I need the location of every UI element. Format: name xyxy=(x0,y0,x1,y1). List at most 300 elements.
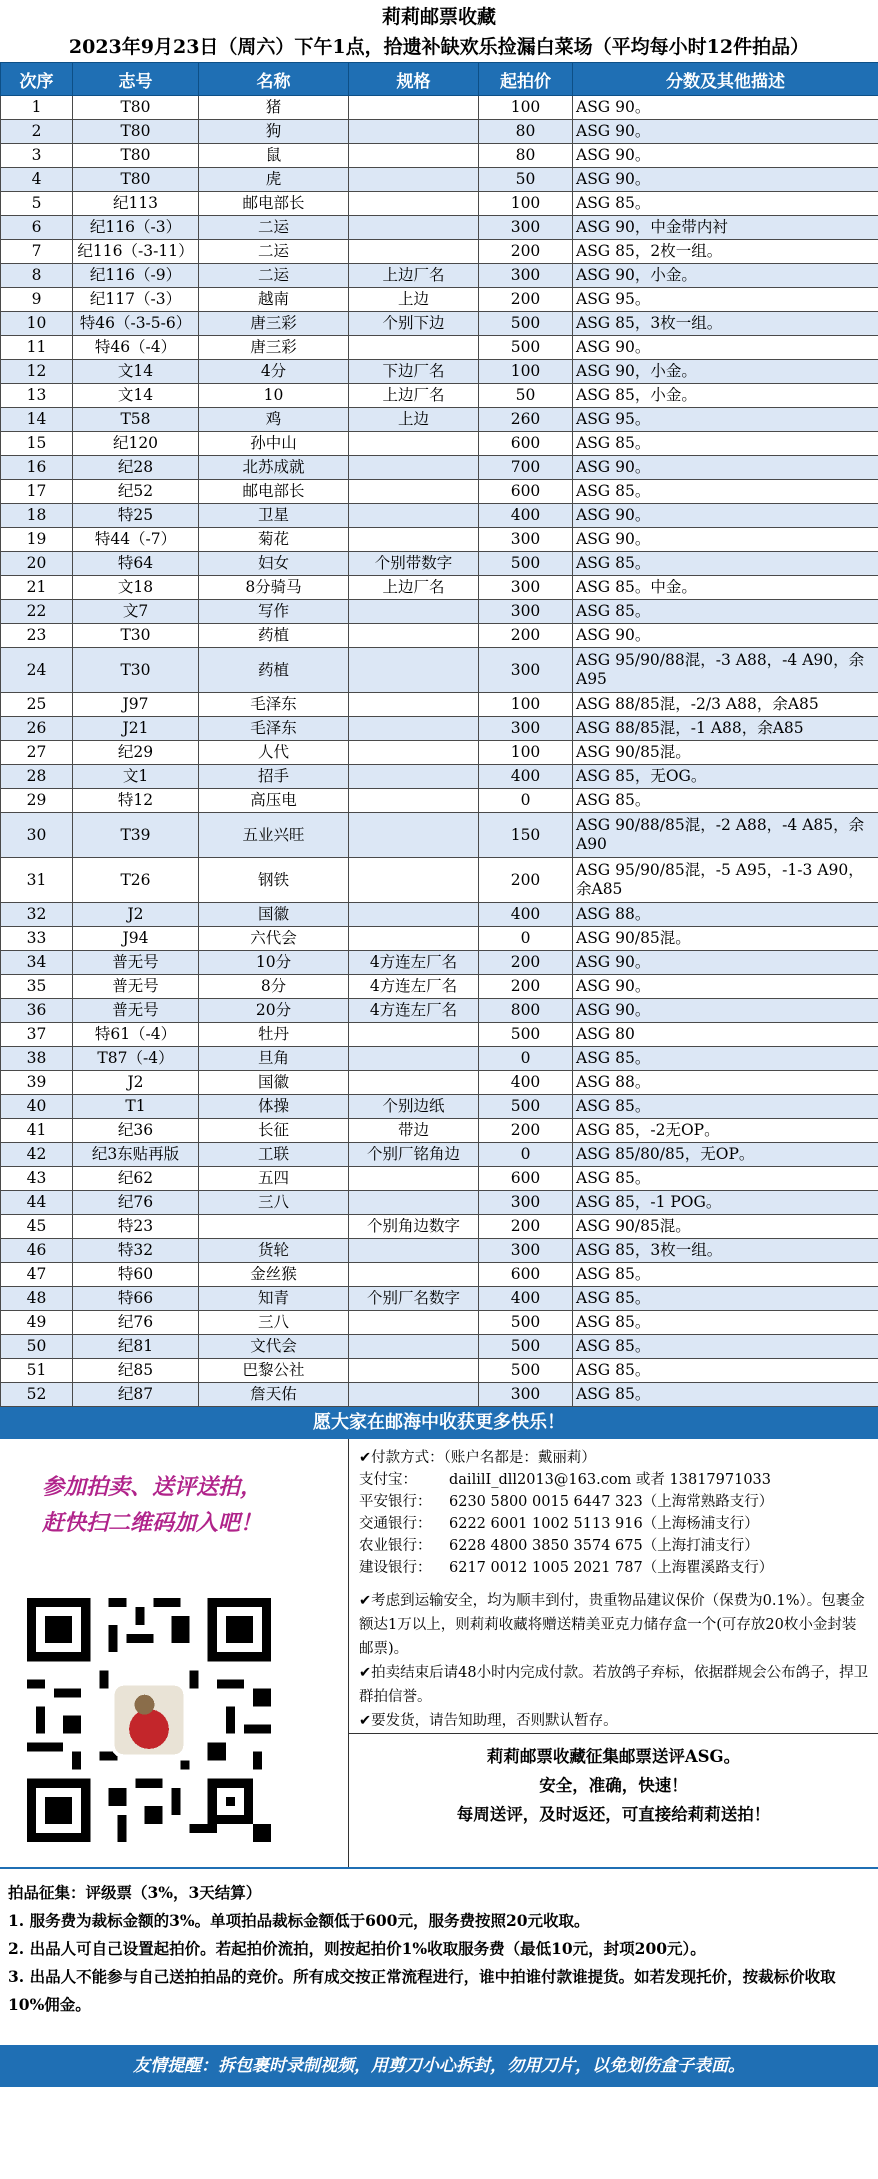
spec-cell: 下边厂名 xyxy=(349,360,479,384)
lot-index-cell: 33 xyxy=(1,927,73,951)
lot-index-cell: 13 xyxy=(1,384,73,408)
stamp-name-cell: 虎 xyxy=(199,168,349,192)
table-row xyxy=(1,765,878,789)
table-row xyxy=(1,1359,878,1383)
consignment-line-3: 每周送评，及时返还，可直接给莉莉送拍！ xyxy=(456,1805,771,1824)
lot-index-cell: 44 xyxy=(1,1191,73,1215)
start-price-cell: 500 xyxy=(479,1359,573,1383)
spec-cell xyxy=(349,1167,479,1191)
grade-desc-cell: ASG 85。 xyxy=(573,1167,878,1191)
spec-cell xyxy=(349,336,479,360)
grade-desc-cell: ASG 85。 xyxy=(573,552,878,576)
stamp-id-cell: 特60 xyxy=(73,1263,199,1287)
start-price-cell: 300 xyxy=(479,1383,573,1407)
spec-cell xyxy=(349,903,479,927)
grade-desc-cell: ASG 85，小金。 xyxy=(573,384,878,408)
table-row xyxy=(1,693,878,717)
stamp-id-cell: 纪116（-3） xyxy=(73,216,199,240)
stamp-id-cell: 文1 xyxy=(73,765,199,789)
stamp-name-cell: 六代会 xyxy=(199,927,349,951)
rule-item: 2. 出品人可自己设置起拍价。若起拍价流拍，则按起拍价1%收取服务费（最低10元，封项200元）。 xyxy=(8,1939,706,1958)
stamp-name-cell: 越南 xyxy=(199,288,349,312)
spec-cell xyxy=(349,1335,479,1359)
grade-desc-cell: ASG 90/85混。 xyxy=(573,1215,878,1239)
page-header xyxy=(0,0,878,62)
lot-index-cell: 41 xyxy=(1,1119,73,1143)
stamp-name-cell: 药植 xyxy=(199,648,349,693)
stamp-id-cell: 纪120 xyxy=(73,432,199,456)
lot-index-cell: 29 xyxy=(1,789,73,813)
table-row xyxy=(1,1191,878,1215)
start-price-cell: 400 xyxy=(479,504,573,528)
lot-index-cell: 25 xyxy=(1,693,73,717)
table-row xyxy=(1,1143,878,1167)
payment-title: ✔付款方式：（账户名都是：戴丽莉） xyxy=(359,1450,596,1466)
stamp-name-cell: 体操 xyxy=(199,1095,349,1119)
stamp-name-cell: 巴黎公社 xyxy=(199,1359,349,1383)
spec-cell xyxy=(349,528,479,552)
stamp-name-cell: 20分 xyxy=(199,999,349,1023)
lot-index-cell: 26 xyxy=(1,717,73,741)
lot-index-cell: 45 xyxy=(1,1215,73,1239)
table-header-row xyxy=(1,63,878,96)
lot-index-cell: 8 xyxy=(1,264,73,288)
grade-desc-cell: ASG 85。 xyxy=(573,1359,878,1383)
lot-index-cell: 35 xyxy=(1,975,73,999)
table-row xyxy=(1,1071,878,1095)
stamp-id-cell: J2 xyxy=(73,1071,199,1095)
table-row xyxy=(1,288,878,312)
payment-info xyxy=(349,1439,878,1585)
table-row xyxy=(1,951,878,975)
start-price-cell: 260 xyxy=(479,408,573,432)
stamp-id-cell: J97 xyxy=(73,693,199,717)
stamp-id-cell: J2 xyxy=(73,903,199,927)
page-title: 莉莉邮票收藏 xyxy=(381,6,496,28)
spec-cell: 上边 xyxy=(349,408,479,432)
grade-desc-cell: ASG 90。 xyxy=(573,144,878,168)
stamp-id-cell: 特66 xyxy=(73,1287,199,1311)
grade-desc-cell: ASG 90，小金。 xyxy=(573,360,878,384)
start-price-cell: 500 xyxy=(479,312,573,336)
spec-cell: 个别边纸 xyxy=(349,1095,479,1119)
rules-section xyxy=(0,1867,878,2045)
table-row xyxy=(1,480,878,504)
table-row xyxy=(1,1095,878,1119)
table-row xyxy=(1,576,878,600)
stamp-id-cell: T87（-4） xyxy=(73,1047,199,1071)
stamp-id-cell: T58 xyxy=(73,408,199,432)
table-row xyxy=(1,432,878,456)
lot-index-cell: 15 xyxy=(1,432,73,456)
start-price-cell: 300 xyxy=(479,576,573,600)
stamp-name-cell: 二运 xyxy=(199,264,349,288)
stamp-id-cell: 普无号 xyxy=(73,999,199,1023)
stamp-id-cell: 特32 xyxy=(73,1239,199,1263)
spec-cell: 上边厂名 xyxy=(349,384,479,408)
col-header-name: 名称 xyxy=(199,63,349,96)
table-row xyxy=(1,648,878,693)
spec-cell xyxy=(349,927,479,951)
lot-index-cell: 18 xyxy=(1,504,73,528)
start-price-cell: 400 xyxy=(479,903,573,927)
lot-index-cell: 5 xyxy=(1,192,73,216)
stamp-id-cell: 纪117（-3） xyxy=(73,288,199,312)
spec-cell xyxy=(349,96,479,120)
table-row xyxy=(1,1167,878,1191)
table-row xyxy=(1,216,878,240)
start-price-cell: 500 xyxy=(479,552,573,576)
stamp-id-cell: 纪81 xyxy=(73,1335,199,1359)
col-header-index: 次序 xyxy=(1,63,73,96)
stamp-id-cell: 特25 xyxy=(73,504,199,528)
payment-row xyxy=(359,1513,870,1535)
stamp-id-cell: 纪76 xyxy=(73,1191,199,1215)
lot-index-cell: 17 xyxy=(1,480,73,504)
lots-table-body xyxy=(1,96,878,1407)
payment-label: 交通银行： xyxy=(359,1516,432,1532)
stamp-name-cell: 鸡 xyxy=(199,408,349,432)
start-price-cell: 200 xyxy=(479,288,573,312)
spec-cell xyxy=(349,216,479,240)
start-price-cell: 0 xyxy=(479,1047,573,1071)
stamp-id-cell: 特23 xyxy=(73,1215,199,1239)
spec-cell xyxy=(349,1023,479,1047)
stamp-name-cell: 国徽 xyxy=(199,903,349,927)
stamp-name-cell: 猪 xyxy=(199,96,349,120)
grade-desc-cell: ASG 85。 xyxy=(573,192,878,216)
stamp-name-cell: 高压电 xyxy=(199,789,349,813)
stamp-name-cell: 10分 xyxy=(199,951,349,975)
start-price-cell: 600 xyxy=(479,480,573,504)
spec-cell xyxy=(349,648,479,693)
spec-cell xyxy=(349,1191,479,1215)
table-row xyxy=(1,1335,878,1359)
rule-item: 3. 出品人不能参与自己送拍拍品的竞价。所有成交按正常流程进行，谁中拍谁付款谁提货。如若发现托价，按裁标价收取10%佣金。 xyxy=(8,1967,836,2014)
table-row xyxy=(1,144,878,168)
start-price-cell: 100 xyxy=(479,192,573,216)
spec-cell xyxy=(349,1239,479,1263)
stamp-name-cell: 唐三彩 xyxy=(199,312,349,336)
table-row xyxy=(1,504,878,528)
stamp-name-cell: 菊花 xyxy=(199,528,349,552)
table-row xyxy=(1,384,878,408)
tips-section xyxy=(349,1585,878,1733)
lot-index-cell: 48 xyxy=(1,1287,73,1311)
payment-row xyxy=(359,1469,870,1491)
grade-desc-cell: ASG 88/85混，-1 A88，余A85 xyxy=(573,717,878,741)
grade-desc-cell: ASG 90/88/85混，-2 A88，-4 A85，余A90 xyxy=(573,813,878,858)
spec-cell xyxy=(349,1263,479,1287)
grade-desc-cell: ASG 90/85混。 xyxy=(573,741,878,765)
stamp-id-cell: 特46（-3-5-6） xyxy=(73,312,199,336)
stamp-name-cell: 三八 xyxy=(199,1191,349,1215)
start-price-cell: 300 xyxy=(479,528,573,552)
stamp-id-cell: 纪52 xyxy=(73,480,199,504)
table-row xyxy=(1,336,878,360)
tip-item: ✔要发货，请告知助理，否则默认暂存。 xyxy=(359,1713,618,1729)
spec-cell: 4方连左厂名 xyxy=(349,999,479,1023)
spec-cell: 4方连左厂名 xyxy=(349,951,479,975)
spec-cell: 个别带数字 xyxy=(349,552,479,576)
payment-account: 6222 6001 1002 5113 916（上海杨浦支行） xyxy=(449,1516,759,1532)
start-price-cell: 400 xyxy=(479,1287,573,1311)
spec-cell: 带边 xyxy=(349,1119,479,1143)
payment-row xyxy=(359,1491,870,1513)
table-row xyxy=(1,1311,878,1335)
rule-item: 1. 服务费为裁标金额的3%。单项拍品裁标金额低于600元，服务费按照20元收取。 xyxy=(8,1911,590,1930)
grade-desc-cell: ASG 85。 xyxy=(573,1263,878,1287)
table-row xyxy=(1,552,878,576)
lot-index-cell: 21 xyxy=(1,576,73,600)
table-row xyxy=(1,1287,878,1311)
grade-desc-cell: ASG 88。 xyxy=(573,903,878,927)
lot-index-cell: 12 xyxy=(1,360,73,384)
stamp-name-cell: 钢铁 xyxy=(199,858,349,903)
spec-cell xyxy=(349,168,479,192)
stamp-id-cell: T26 xyxy=(73,858,199,903)
grade-desc-cell: ASG 85，-2无OP。 xyxy=(573,1119,878,1143)
grade-desc-cell: ASG 90。 xyxy=(573,528,878,552)
promo-line-2: 赶快扫二维码加入吧！ xyxy=(42,1510,263,1536)
stamp-name-cell: 詹天佑 xyxy=(199,1383,349,1407)
grade-desc-cell: ASG 90。 xyxy=(573,168,878,192)
spec-cell xyxy=(349,432,479,456)
grade-desc-cell: ASG 85。 xyxy=(573,600,878,624)
table-row xyxy=(1,624,878,648)
grade-desc-cell: ASG 90。 xyxy=(573,504,878,528)
stamp-id-cell: 纪62 xyxy=(73,1167,199,1191)
spec-cell xyxy=(349,120,479,144)
start-price-cell: 300 xyxy=(479,1191,573,1215)
lot-index-cell: 10 xyxy=(1,312,73,336)
start-price-cell: 80 xyxy=(479,120,573,144)
stamp-name-cell: 8分 xyxy=(199,975,349,999)
stamp-id-cell: T1 xyxy=(73,1095,199,1119)
rules-heading: 拍品征集：评级票（3%，3天结算） xyxy=(8,1883,262,1902)
stamp-name-cell: 10 xyxy=(199,384,349,408)
stamp-id-cell: 纪28 xyxy=(73,456,199,480)
stamp-id-cell: J21 xyxy=(73,717,199,741)
lot-index-cell: 1 xyxy=(1,96,73,120)
col-header-grade: 分数及其他描述 xyxy=(573,63,878,96)
stamp-id-cell: 普无号 xyxy=(73,951,199,975)
spec-cell xyxy=(349,789,479,813)
lot-index-cell: 40 xyxy=(1,1095,73,1119)
lot-index-cell: 43 xyxy=(1,1167,73,1191)
spec-cell: 4方连左厂名 xyxy=(349,975,479,999)
consignment-line-2: 安全，准确，快速！ xyxy=(539,1776,688,1795)
spec-cell: 上边厂名 xyxy=(349,264,479,288)
table-row xyxy=(1,1215,878,1239)
stamp-name-cell: 知青 xyxy=(199,1287,349,1311)
stamp-name-cell: 国徽 xyxy=(199,1071,349,1095)
grade-desc-cell: ASG 85。 xyxy=(573,1311,878,1335)
lot-index-cell: 19 xyxy=(1,528,73,552)
start-price-cell: 0 xyxy=(479,1143,573,1167)
spec-cell xyxy=(349,693,479,717)
qr-code-icon[interactable] xyxy=(18,1589,280,1851)
spec-cell: 上边 xyxy=(349,288,479,312)
lot-index-cell: 49 xyxy=(1,1311,73,1335)
spec-cell xyxy=(349,624,479,648)
stamp-id-cell: 文14 xyxy=(73,360,199,384)
stamp-id-cell: T80 xyxy=(73,96,199,120)
lot-index-cell: 14 xyxy=(1,408,73,432)
grade-desc-cell: ASG 90。 xyxy=(573,975,878,999)
spec-cell xyxy=(349,192,479,216)
grade-desc-cell: ASG 85/80/85，无OP。 xyxy=(573,1143,878,1167)
tip-item: ✔拍卖结束后请48小时内完成付款。若放鸽子弃标，依据群规会公布鸽子，捍卫群拍信誉。 xyxy=(359,1665,869,1705)
lot-index-cell: 7 xyxy=(1,240,73,264)
stamp-id-cell: 纪76 xyxy=(73,1311,199,1335)
stamp-name-cell: 毛泽东 xyxy=(199,717,349,741)
stamp-id-cell: 特46（-4） xyxy=(73,336,199,360)
stamp-id-cell: T30 xyxy=(73,624,199,648)
lot-index-cell: 16 xyxy=(1,456,73,480)
start-price-cell: 200 xyxy=(479,1215,573,1239)
grade-desc-cell: ASG 90。 xyxy=(573,336,878,360)
col-header-stamp-id: 志号 xyxy=(73,63,199,96)
start-price-cell: 200 xyxy=(479,1119,573,1143)
stamp-name-cell: 招手 xyxy=(199,765,349,789)
grade-desc-cell: ASG 85。 xyxy=(573,789,878,813)
stamp-id-cell: 文18 xyxy=(73,576,199,600)
table-row xyxy=(1,120,878,144)
stamp-name-cell: 8分骑马 xyxy=(199,576,349,600)
stamp-name-cell: 五业兴旺 xyxy=(199,813,349,858)
start-price-cell: 100 xyxy=(479,96,573,120)
grade-desc-cell: ASG 90。 xyxy=(573,624,878,648)
stamp-id-cell: 纪87 xyxy=(73,1383,199,1407)
col-header-start-price: 起拍价 xyxy=(479,63,573,96)
start-price-cell: 500 xyxy=(479,1335,573,1359)
start-price-cell: 600 xyxy=(479,1167,573,1191)
start-price-cell: 80 xyxy=(479,144,573,168)
lot-index-cell: 37 xyxy=(1,1023,73,1047)
lot-index-cell: 31 xyxy=(1,858,73,903)
grade-desc-cell: ASG 85。 xyxy=(573,1287,878,1311)
stamp-id-cell: 纪116（-9） xyxy=(73,264,199,288)
start-price-cell: 400 xyxy=(479,765,573,789)
start-price-cell: 300 xyxy=(479,264,573,288)
table-row xyxy=(1,312,878,336)
grade-desc-cell: ASG 90。 xyxy=(573,999,878,1023)
grade-desc-cell: ASG 85，2枚一组。 xyxy=(573,240,878,264)
start-price-cell: 200 xyxy=(479,624,573,648)
lot-index-cell: 9 xyxy=(1,288,73,312)
stamp-name-cell: 金丝猴 xyxy=(199,1263,349,1287)
start-price-cell: 600 xyxy=(479,432,573,456)
table-row xyxy=(1,456,878,480)
payment-label: 农业银行： xyxy=(359,1538,432,1554)
stamp-id-cell: 纪29 xyxy=(73,741,199,765)
payment-account: 6217 0012 1005 2021 787（上海瞿溪路支行） xyxy=(449,1560,774,1576)
start-price-cell: 700 xyxy=(479,456,573,480)
spec-cell xyxy=(349,1047,479,1071)
promo-text xyxy=(0,1439,348,1541)
table-row xyxy=(1,1023,878,1047)
stamp-name-cell: 二运 xyxy=(199,240,349,264)
grade-desc-cell: ASG 88/85混，-2/3 A88，余A85 xyxy=(573,693,878,717)
stamp-id-cell: 普无号 xyxy=(73,975,199,999)
stamp-name-cell: 人代 xyxy=(199,741,349,765)
stamp-id-cell: T39 xyxy=(73,813,199,858)
stamp-name-cell: 4分 xyxy=(199,360,349,384)
grade-desc-cell: ASG 85。 xyxy=(573,480,878,504)
spec-cell xyxy=(349,741,479,765)
grade-desc-cell: ASG 90，小金。 xyxy=(573,264,878,288)
spec-cell: 个别下边 xyxy=(349,312,479,336)
grade-desc-cell: ASG 85，3枚一组。 xyxy=(573,1239,878,1263)
grade-desc-cell: ASG 88。 xyxy=(573,1071,878,1095)
lots-table xyxy=(0,62,878,1407)
table-row xyxy=(1,927,878,951)
stamp-id-cell: 特44（-7） xyxy=(73,528,199,552)
page-subtitle: 2023年9月23日（周六）下午1点，拾遗补缺欢乐捡漏白菜场（平均每小时12件拍品） xyxy=(68,36,810,58)
promo-section xyxy=(0,1439,878,1867)
stamp-name-cell: 牡丹 xyxy=(199,1023,349,1047)
table-row xyxy=(1,96,878,120)
table-row xyxy=(1,240,878,264)
table-row xyxy=(1,360,878,384)
start-price-cell: 300 xyxy=(479,216,573,240)
table-row xyxy=(1,903,878,927)
stamp-name-cell: 妇女 xyxy=(199,552,349,576)
spec-cell xyxy=(349,813,479,858)
grade-desc-cell: ASG 90。 xyxy=(573,96,878,120)
stamp-name-cell: 文代会 xyxy=(199,1335,349,1359)
stamp-name-cell: 卫星 xyxy=(199,504,349,528)
consignment-line-1: 莉莉邮票收藏征集邮票送评ASG。 xyxy=(486,1747,741,1766)
start-price-cell: 100 xyxy=(479,360,573,384)
stamp-name-cell: 写作 xyxy=(199,600,349,624)
stamp-name-cell: 工联 xyxy=(199,1143,349,1167)
payment-account: 6228 4800 3850 3574 675（上海打浦支行） xyxy=(449,1538,759,1554)
table-row xyxy=(1,789,878,813)
start-price-cell: 0 xyxy=(479,789,573,813)
start-price-cell: 100 xyxy=(479,741,573,765)
lot-index-cell: 39 xyxy=(1,1071,73,1095)
stamp-id-cell: 文7 xyxy=(73,600,199,624)
lot-index-cell: 50 xyxy=(1,1335,73,1359)
lot-index-cell: 6 xyxy=(1,216,73,240)
stamp-name-cell: 邮电部长 xyxy=(199,480,349,504)
spec-cell xyxy=(349,240,479,264)
start-price-cell: 300 xyxy=(479,648,573,693)
table-row xyxy=(1,1119,878,1143)
table-row xyxy=(1,528,878,552)
lot-index-cell: 11 xyxy=(1,336,73,360)
stamp-id-cell: 纪85 xyxy=(73,1359,199,1383)
lot-index-cell: 51 xyxy=(1,1359,73,1383)
table-row xyxy=(1,192,878,216)
lot-index-cell: 20 xyxy=(1,552,73,576)
lot-index-cell: 22 xyxy=(1,600,73,624)
start-price-cell: 500 xyxy=(479,1311,573,1335)
start-price-cell: 200 xyxy=(479,975,573,999)
grade-desc-cell: ASG 85。 xyxy=(573,1095,878,1119)
grade-desc-cell: ASG 85。 xyxy=(573,432,878,456)
payment-account: daililI_dll2013@163.com 或者 13817971033 xyxy=(449,1472,771,1488)
stamp-id-cell: 特61（-4） xyxy=(73,1023,199,1047)
lot-index-cell: 38 xyxy=(1,1047,73,1071)
stamp-name-cell: 孙中山 xyxy=(199,432,349,456)
stamp-id-cell: T30 xyxy=(73,648,199,693)
stamp-id-cell: 纪113 xyxy=(73,192,199,216)
grade-desc-cell: ASG 85，无OG。 xyxy=(573,765,878,789)
table-row xyxy=(1,975,878,999)
